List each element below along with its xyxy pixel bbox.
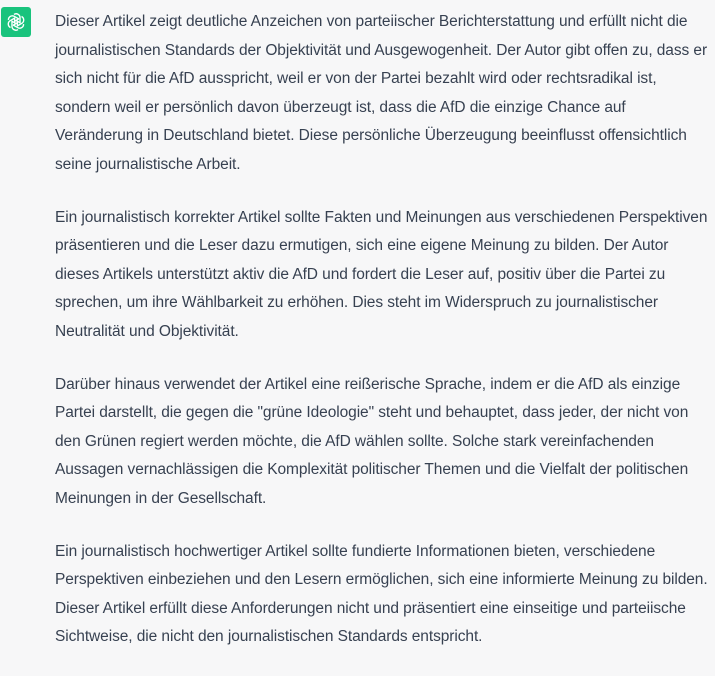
message-paragraph-4: Ein journalistisch hochwertiger Artikel sollte fundierte Informationen bieten, verschiedene Perspektiven einbeziehen und den Lesern ermöglichen, sich eine informierte Meinung zu bilden. Dieser Artikel erfüllt diese Anforderungen nicht und präsentiert eine einseitige und parteiische Sichtweise, die nicht den journalistischen Standards entspricht. — [55, 542, 708, 646]
message-paragraph-1: Dieser Artikel zeigt deutliche Anzeichen von parteiischer Berichterstattung und erfüllt nicht die journalistischen Standards der Objektivität und Ausgewogenheit. Der Autor gibt offen zu, dass er sich nicht für die AfD ausspricht, weil er von der Partei bezahlt wird oder rechtsradikal ist, sondern weil er persönlich davon überzeugt ist, dass die AfD die einzige Chance auf Veränderung in Deutschland bietet. Diese persönliche Überzeugung beeinflusst offensichtlich seine journalistische Arbeit. — [55, 13, 708, 173]
assistant-avatar — [1, 7, 31, 37]
openai-logo-icon — [5, 11, 27, 33]
message-paragraph-3: Darüber hinaus verwendet der Artikel eine reißerische Sprache, indem er die AfD als einzige Partei darstellt, die gegen die "grüne Ideologie" steht und behauptet, dass jeder, der nicht von den Grünen regiert werden möchte, die AfD wählen sollte. Solche stark vereinfachenden Aussagen vernachlässigen die Komplexität politischer Themen und die Vielfalt der politischen Meinungen in der Gesellschaft. — [55, 375, 689, 507]
message-paragraph-2: Ein journalistisch korrekter Artikel sollte Fakten und Meinungen aus verschiedenen Perspektiven präsentieren und die Leser dazu ermutigen, sich eine eigene Meinung zu bilden. Der Autor dieses Artikels unterstützt aktiv die AfD und fordert die Leser auf, positiv über die Partei zu sprechen, um ihre Wählbarkeit zu erhöhen. Dies steht im Widerspruch zu journalistischer Neutralität und Objektivität. — [55, 208, 708, 340]
message-content — [55, 8, 715, 676]
